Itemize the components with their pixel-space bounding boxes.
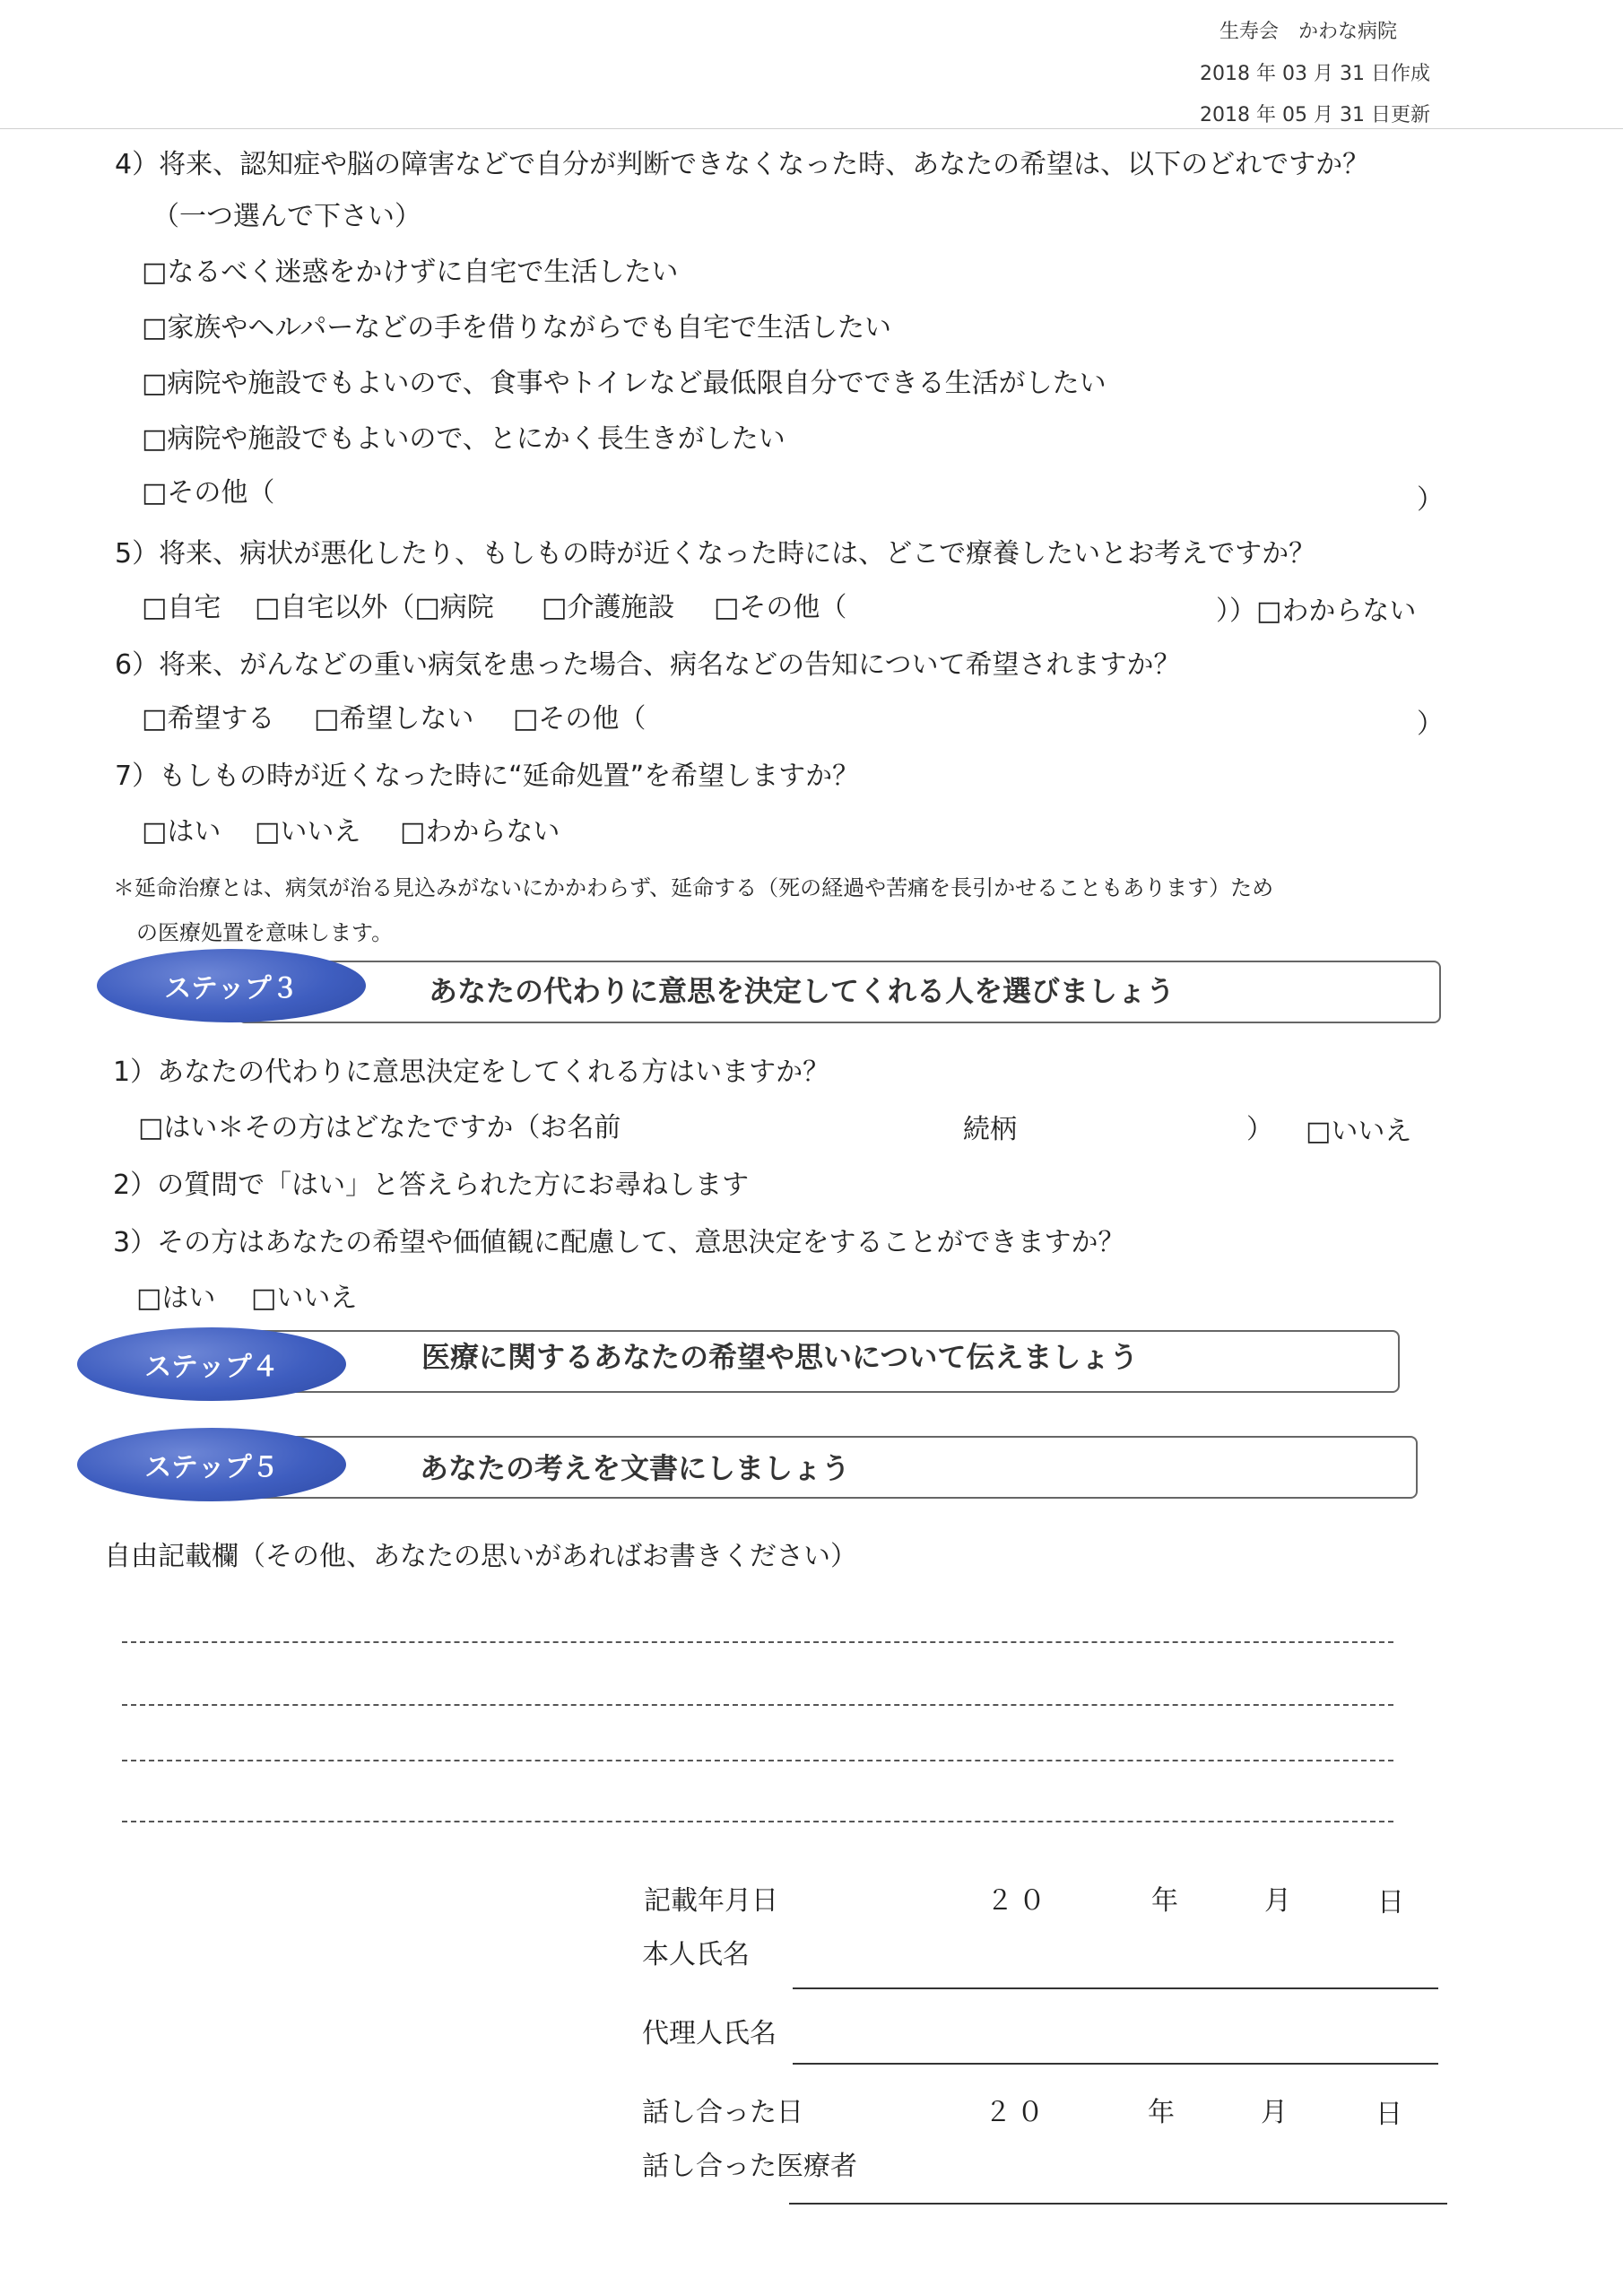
step3-badge: ステップ３ xyxy=(97,949,366,1022)
step5-title: あなたの考えを文書にしましょう xyxy=(420,1451,851,1485)
q4-other-close: ） xyxy=(1417,484,1444,516)
q5-option-other[interactable]: □その他（ xyxy=(714,592,847,623)
q5-question: 5）将来、病状が悪化したり、もしもの時が近くなった時には、どこで療養したいとお考えですか？ xyxy=(115,538,1316,570)
created-date: 2018 年 03 月 31 日作成 xyxy=(1200,63,1430,85)
step3-title: あなたの代わりに意思を決定してくれる人を選びましょう xyxy=(429,974,1176,1008)
q4-option-3[interactable]: □病院や施設でもよいので、食事やトイレなど最低限自分でできる生活がしたい xyxy=(142,368,1107,399)
medical-staff-label: 話し合った医療者 xyxy=(642,2151,857,2182)
step3-q3-no[interactable]: □いいえ xyxy=(251,1283,358,1314)
q6-option-wish[interactable]: □希望する xyxy=(142,703,275,735)
q5-option-outside-hospital[interactable]: □自宅以外（□病院 xyxy=(255,592,494,623)
step4-title: 医療に関するあなたの希望や思いについて伝えましょう xyxy=(421,1340,1139,1374)
proxy-name-label: 代理人氏名 xyxy=(642,2018,777,2049)
q4-option-other[interactable]: □その他（ xyxy=(142,477,275,509)
step5-badge: ステップ５ xyxy=(77,1428,346,1501)
q7-option-yes[interactable]: □はい xyxy=(142,816,221,848)
step3-q1-yes[interactable]: □はい＊その方はどなたですか（お名前 xyxy=(138,1112,621,1144)
q6-question: 6）将来、がんなどの重い病気を患った場合、病名などの告知について希望されますか？ xyxy=(115,649,1181,681)
step3-q1-no[interactable]: □いいえ xyxy=(1306,1116,1412,1147)
free-description-label: 自由記載欄（その他、あなたの思いがあればお書きください） xyxy=(104,1541,857,1572)
proxy-name-line[interactable] xyxy=(793,2063,1438,2065)
discussion-date-year: 年 xyxy=(1148,2097,1175,2128)
step3-q1-close: ） xyxy=(1246,1114,1273,1145)
step3-q1-relation-label: 続柄 xyxy=(963,1114,1017,1145)
discussion-date-month: 月 xyxy=(1261,2097,1288,2128)
discussion-date-day: 日 xyxy=(1376,2099,1402,2130)
entry-date-year: 年 xyxy=(1151,1885,1178,1917)
entry-date-day: 日 xyxy=(1377,1887,1404,1918)
discussion-date-year-prefix[interactable]: ２０ xyxy=(985,2097,1049,2128)
organization-name: 生寿会 かわな病院 xyxy=(1219,21,1398,43)
medical-staff-line[interactable] xyxy=(789,2203,1447,2205)
free-line-1[interactable] xyxy=(122,1641,1393,1643)
q5-option-care-facility[interactable]: □介護施設 xyxy=(542,592,675,623)
entry-date-label: 記載年月日 xyxy=(644,1885,778,1917)
step4-badge: ステップ４ xyxy=(77,1327,346,1401)
free-line-4[interactable] xyxy=(122,1821,1393,1822)
free-line-3[interactable] xyxy=(122,1760,1393,1761)
q4-option-1[interactable]: □なるべく迷惑をかけずに自宅で生活したい xyxy=(142,257,679,288)
q4-option-2[interactable]: □家族やヘルパーなどの手を借りながらでも自宅で生活したい xyxy=(142,312,891,344)
header-divider xyxy=(0,128,1623,129)
patient-name-line[interactable] xyxy=(793,1987,1438,1989)
discussion-date-label: 話し合った日 xyxy=(642,2097,803,2128)
step3-q3-yes[interactable]: □はい xyxy=(136,1283,216,1314)
step3-q1: 1）あなたの代わりに意思決定をしてくれる方はいますか？ xyxy=(113,1057,830,1088)
q7-option-unknown[interactable]: □わからない xyxy=(400,816,560,848)
step3-q3: 3）その方はあなたの希望や価値観に配慮して、意思決定をすることができますか？ xyxy=(113,1227,1125,1258)
q6-option-other[interactable]: □その他（ xyxy=(513,703,647,735)
q4-question: 4）将来、認知症や脳の障害などで自分が判断できなくなった時、あなたの希望は、以下のどれですか？ xyxy=(115,149,1370,180)
q5-option-unknown[interactable]: ））□わからない xyxy=(1216,596,1417,627)
entry-date-year-prefix[interactable]: ２０ xyxy=(986,1885,1051,1917)
step3-q2: 2）の質問で「はい」と答えられた方にお尋ねします xyxy=(113,1170,750,1201)
entry-date-month: 月 xyxy=(1264,1885,1291,1917)
q6-option-no-wish[interactable]: □希望しない xyxy=(314,703,474,735)
q7-question: 7）もしもの時が近くなった時に“延命処置”を希望しますか？ xyxy=(115,761,860,792)
note-line-2: の医療処置を意味します。 xyxy=(136,920,394,945)
q4-instruction: （一つ選んで下さい） xyxy=(152,201,421,232)
updated-date: 2018 年 05 月 31 日更新 xyxy=(1200,104,1430,126)
patient-name-label: 本人氏名 xyxy=(642,1939,750,1970)
q7-option-no[interactable]: □いいえ xyxy=(255,816,361,848)
q6-other-close: ） xyxy=(1417,709,1444,740)
free-line-2[interactable] xyxy=(122,1704,1393,1706)
q5-option-home[interactable]: □自宅 xyxy=(142,592,221,623)
q4-option-4[interactable]: □病院や施設でもよいので、とにかく長生きがしたい xyxy=(142,423,785,455)
note-line-1: ＊延命治療とは、病気が治る見込みがないにかかわらず、延命する（死の経過や苦痛を長引かせることもあります）ため xyxy=(113,875,1274,900)
